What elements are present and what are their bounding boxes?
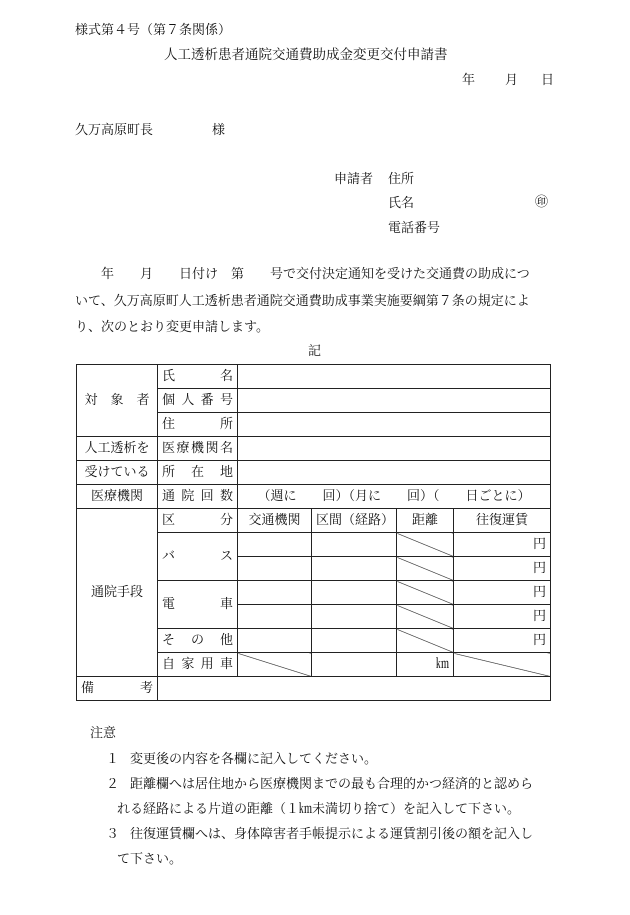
institution-group-label-1: 人工透析を	[77, 437, 158, 461]
train-distance-slash-1	[397, 581, 454, 605]
means-group-label: 通院手段	[77, 509, 158, 677]
name-label: 氏 名	[158, 365, 238, 389]
date-year-label: 年	[462, 73, 476, 88]
subject-group-label: 対 象 者	[77, 365, 158, 437]
note-2-text-line-2: れる経路による片道の距離（１㎞未満切り捨て）を記入して下さい。	[117, 802, 521, 817]
train-fare-field-1[interactable]: 円	[454, 581, 551, 605]
note-3-text-line-2: て下さい。	[117, 852, 183, 867]
distance-header: 距離	[397, 509, 454, 533]
name-field[interactable]	[238, 365, 551, 389]
institution-name-label: 医療機関名	[158, 437, 238, 461]
table-row	[77, 461, 551, 485]
train-transport-field-2[interactable]	[238, 605, 312, 629]
note-1-text: 変更後の内容を各欄に記入してください。	[130, 752, 378, 767]
train-distance-slash-2	[397, 605, 454, 629]
train-section-field-1[interactable]	[312, 581, 397, 605]
table-row	[77, 677, 551, 701]
other-label: そ の 他	[158, 629, 238, 653]
institution-name-field[interactable]	[238, 437, 551, 461]
transport-header: 交通機関	[238, 509, 312, 533]
body-line-1: 年 月 日付け 第 号で交付決定通知を受けた交通費の助成につ	[75, 267, 530, 282]
addressee-honorific: 様	[212, 123, 226, 138]
train-transport-field-1[interactable]	[238, 581, 312, 605]
address-field[interactable]	[238, 413, 551, 437]
body-paragraph	[75, 262, 553, 342]
table-row	[77, 365, 551, 389]
note-1-number: １	[106, 752, 120, 767]
applicant-phone-label: 電話番号	[388, 221, 441, 236]
seal-mark: ㊞	[535, 195, 549, 210]
other-distance-slash	[397, 629, 454, 653]
bus-section-field-1[interactable]	[312, 533, 397, 557]
note-2-text-line-1: 距離欄へは居住地から医療機関までの最も合理的かつ経済的と認めら	[130, 777, 534, 792]
date-month-label: 月	[505, 73, 519, 88]
remarks-field[interactable]	[158, 677, 551, 701]
applicant-name-label: 氏名	[388, 196, 415, 211]
bus-section-field-2[interactable]	[312, 557, 397, 581]
bus-distance-slash-1	[397, 533, 454, 557]
fare-header: 往復運賃	[454, 509, 551, 533]
location-field[interactable]	[238, 461, 551, 485]
bus-distance-slash-2	[397, 557, 454, 581]
note-2-number: ２	[106, 777, 120, 792]
car-transport-slash	[238, 653, 312, 677]
visit-count-label: 通院回数	[158, 485, 238, 509]
page-title: 人工透析患者通院交通費助成金変更交付申請書	[164, 47, 448, 63]
category-header: 区 分	[158, 509, 238, 533]
table-row	[77, 485, 551, 509]
car-distance-field[interactable]: ㎞	[397, 653, 454, 677]
train-fare-field-2[interactable]: 円	[454, 605, 551, 629]
table-row	[77, 437, 551, 461]
note-3-number: ３	[106, 827, 120, 842]
section-header: 区間（経路）	[312, 509, 397, 533]
address-label: 住 所	[158, 413, 238, 437]
bus-label: バ ス	[158, 533, 238, 581]
personal-number-label: 個人番号	[158, 389, 238, 413]
bus-fare-field-1[interactable]: 円	[454, 533, 551, 557]
car-fare-slash	[454, 653, 551, 677]
other-fare-field[interactable]: 円	[454, 629, 551, 653]
application-table	[76, 364, 551, 701]
institution-group-label-3: 医療機関	[77, 485, 158, 509]
addressee-name: 久万高原町長	[75, 123, 154, 138]
visit-frequency-field[interactable]: （週に 回）（月に 回）（ 日ごとに）	[238, 485, 551, 509]
remarks-label: 備 考	[77, 677, 158, 701]
body-line-3: り、次のとおり変更申請します。	[75, 320, 269, 335]
bus-transport-field-1[interactable]	[238, 533, 312, 557]
bus-transport-field-2[interactable]	[238, 557, 312, 581]
table-row	[77, 509, 551, 533]
bus-fare-field-2[interactable]: 円	[454, 557, 551, 581]
applicant-address-label: 住所	[388, 172, 415, 187]
personal-number-field[interactable]	[238, 389, 551, 413]
train-label: 電 車	[158, 581, 238, 629]
note-3-text-line-1: 往復運賃欄へは、身体障害者手帳提示による運賃割引後の額を記入し	[130, 827, 534, 842]
body-line-2: いて、久万高原町人工透析患者通院交通費助成事業実施要綱第７条の規定によ	[75, 293, 530, 309]
applicant-label: 申請者	[334, 172, 374, 187]
car-label: 自家用車	[158, 653, 238, 677]
form-number: 様式第４号（第７条関係）	[75, 23, 232, 38]
location-label: 所 在 地	[158, 461, 238, 485]
ki-heading: 記	[308, 344, 322, 359]
institution-group-label-2: 受けている	[77, 461, 158, 485]
train-section-field-2[interactable]	[312, 605, 397, 629]
car-section-field[interactable]	[312, 653, 397, 677]
other-section-field[interactable]	[312, 629, 397, 653]
other-transport-field[interactable]	[238, 629, 312, 653]
date-day-label: 日	[541, 73, 555, 88]
notes-heading: 注意	[90, 726, 117, 741]
